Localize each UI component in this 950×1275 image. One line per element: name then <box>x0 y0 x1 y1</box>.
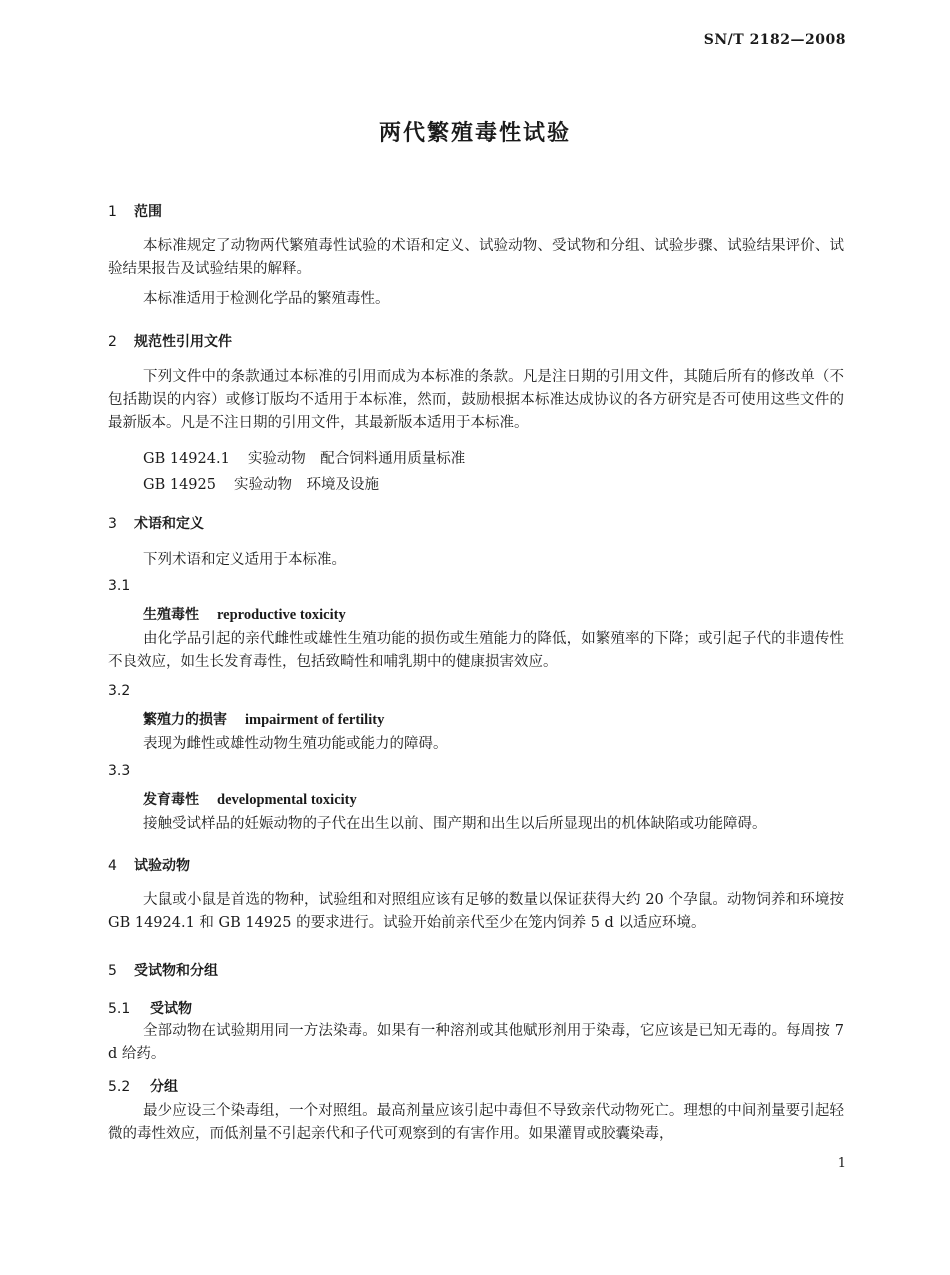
section-number: 1 <box>108 204 117 220</box>
subsection-5-2-paragraph: 最少应设三个染毒组，一个对照组。最高剂量应该引起中毒但不导致亲代动物死亡。理想的中间剂量要引起轻微的毒性效应，而低剂量不引起亲代和子代可观察到的有害作用。如果灌胃或胶囊染毒， <box>108 1103 844 1142</box>
term-definition: 表现为雌性或雄性动物生殖功能或能力的障碍。 <box>143 736 448 752</box>
term-heading <box>143 709 384 729</box>
term-zh: 繁殖力的损害 <box>143 712 227 728</box>
term-number: 3.1 <box>108 578 131 594</box>
section-number: 3 <box>108 516 117 532</box>
term-definition: 接触受试样品的妊娠动物的子代在出生以前、围产期和出生以后所显现出的机体缺陷或功能障碍。 <box>143 816 767 832</box>
term-heading <box>143 789 357 809</box>
section-title: 范围 <box>134 204 162 220</box>
section-title: 试验动物 <box>134 858 190 874</box>
term-definition: 由化学品引起的亲代雌性或雄性生殖功能的损伤或生殖能力的降低，如繁殖率的下降；或引起子代的非遗传性不良效应，如生长发育毒性，包括致畸性和哺乳期中的健康损害效应。 <box>108 631 844 670</box>
subsection-number: 5.2 <box>108 1079 131 1095</box>
section-title: 受试物和分组 <box>134 963 218 979</box>
section-3-intro: 下列术语和定义适用于本标准。 <box>143 552 346 568</box>
term-zh: 生殖毒性 <box>143 607 199 623</box>
section-3-heading <box>108 513 204 533</box>
term-zh: 发育毒性 <box>143 792 199 808</box>
subsection-number: 5.1 <box>108 1001 131 1017</box>
section-1-heading <box>108 201 162 221</box>
document-title: 两代繁殖毒性试验 <box>378 121 571 146</box>
reference-item <box>143 473 379 494</box>
section-2-paragraph-1: 下列文件中的条款通过本标准的引用而成为本标准的条款。凡是注日期的引用文件，其随后所有的修改单（不包括勘误的内容）或修订版均不适用于本标准，然而，鼓励根据本标准达成协议的各方研究是否可使用这些文件的最新版本。凡是不注日期的引用文件，其最新版本适用于本标准。 <box>108 369 844 431</box>
subsection-title: 分组 <box>150 1079 178 1095</box>
reference-code: GB 14924.1 <box>143 451 230 467</box>
section-4-paragraph-1: 大鼠或小鼠是首选的物种，试验组和对照组应该有足够的数量以保证获得大约 20 个孕鼠。动物饲养和环境按 GB 14924.1 和 GB 14925 的要求进行。试验开始前亲代至少在笼内饲养 5 d 以适应环境。 <box>108 892 844 931</box>
section-title: 规范性引用文件 <box>134 334 232 350</box>
section-1-paragraph-2: 本标准适用于检测化学品的繁殖毒性。 <box>143 291 390 307</box>
section-number: 5 <box>108 963 117 979</box>
standard-code: SN/T 2182—2008 <box>703 32 846 48</box>
subsection-title: 受试物 <box>150 1001 192 1017</box>
subsection-5-1-heading <box>108 998 192 1018</box>
section-number: 4 <box>108 858 117 874</box>
term-number: 3.2 <box>108 683 131 699</box>
section-title: 术语和定义 <box>134 516 204 532</box>
reference-item <box>143 447 465 468</box>
reference-code: GB 14925 <box>143 477 216 493</box>
reference-title: 实验动物 配合饲料通用质量标准 <box>247 451 466 467</box>
section-number: 2 <box>108 334 117 350</box>
subsection-5-1-paragraph: 全部动物在试验期用同一方法染毒。如果有一种溶剂或其他赋形剂用于染毒，它应该是已知无毒的。每周按 7 d 给药。 <box>108 1023 844 1062</box>
reference-title: 实验动物 环境及设施 <box>233 477 379 493</box>
term-en: impairment of fertility <box>245 712 385 728</box>
term-number: 3.3 <box>108 763 131 779</box>
term-heading <box>143 604 346 624</box>
section-4-heading <box>108 855 190 875</box>
section-1-paragraph-1: 本标准规定了动物两代繁殖毒性试验的术语和定义、试验动物、受试物和分组、试验步骤、试验结果评价、试验结果报告及试验结果的解释。 <box>108 238 844 277</box>
page-number: 1 <box>837 1156 846 1171</box>
subsection-5-2-heading <box>108 1076 178 1096</box>
section-5-heading <box>108 960 218 980</box>
term-en: developmental toxicity <box>217 792 357 808</box>
section-2-heading <box>108 331 232 351</box>
term-en: reproductive toxicity <box>217 607 346 623</box>
